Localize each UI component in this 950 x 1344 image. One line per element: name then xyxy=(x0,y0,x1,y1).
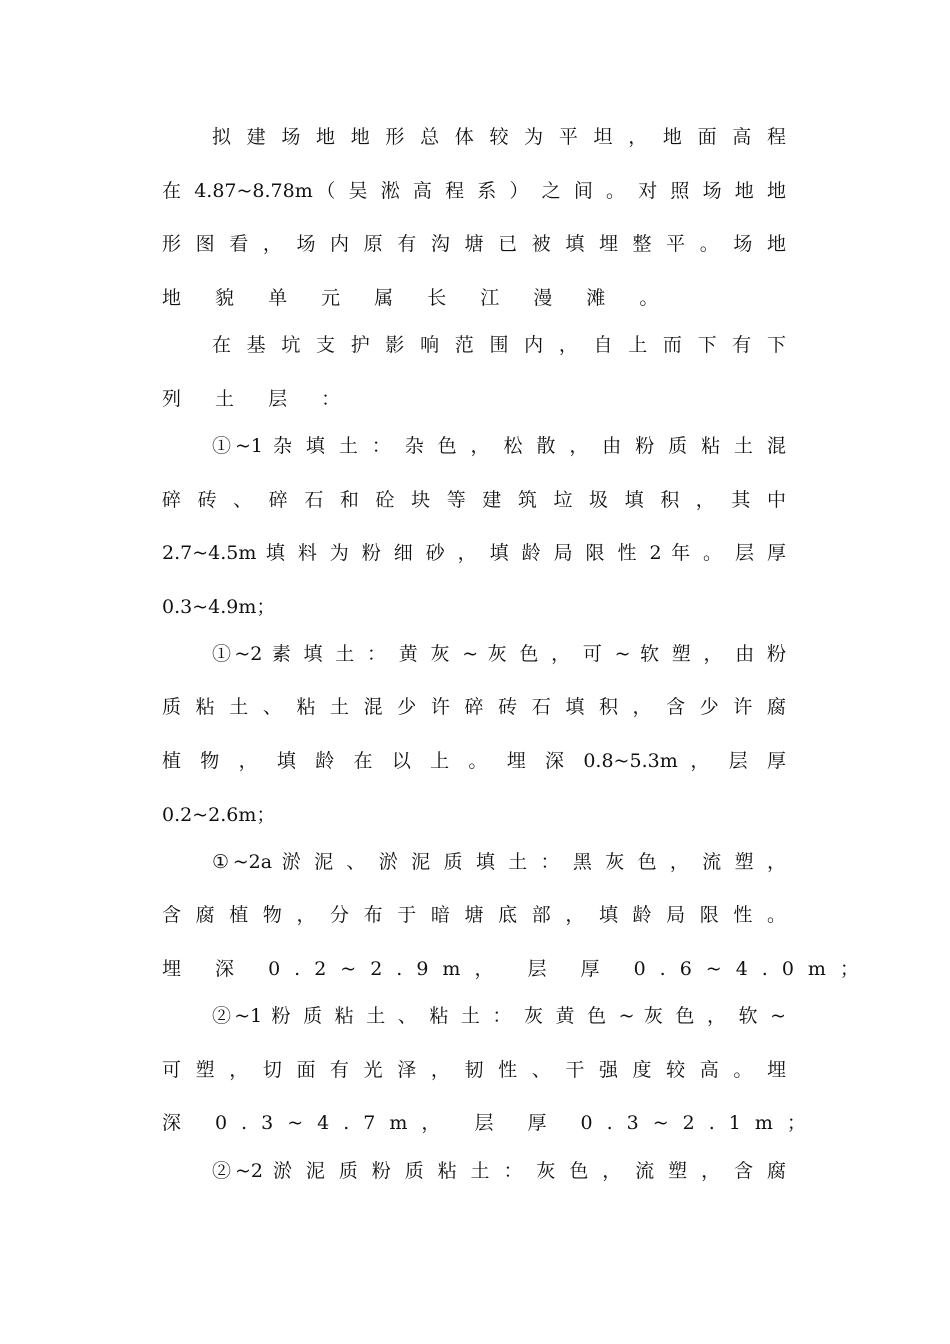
paragraph-line: 碎 砖 、 碎 石 和 砼 块 等 建 筑 垃 圾 填 积 ， 其 中 xyxy=(162,489,786,511)
paragraph-line: 形 图 看 ， 场 内 原 有 沟 塘 已 被 填 埋 整 平 。 场 地 xyxy=(162,233,786,255)
paragraph-line: 质 粘 土 、 粘 土 混 少 许 碎 砖 石 填 积 ， 含 少 许 腐 xyxy=(162,696,786,718)
paragraph-line: 在 基 坑 支 护 影 响 范 围 内 ， 自 上 而 下 有 下 xyxy=(212,334,786,356)
paragraph-line: 0.3~4.9m； xyxy=(162,596,276,618)
paragraph-line: ①~2 素 填 土 ： 黄 灰 ~ 灰 色 ， 可 ~ 软 塑 ， 由 粉 xyxy=(212,643,786,665)
paragraph-line: ①~1 杂 填 土 ： 杂 色 ， 松 散 ， 由 粉 质 粘 土 混 xyxy=(212,435,786,457)
paragraph-line: ①~2a 淤 泥 、 淤 泥 质 填 土 ： 黑 灰 色 ， 流 塑 ， xyxy=(212,851,786,873)
paragraph-line: ②~1 粉 质 粘 土 、 粘 土 ： 灰 黄 色 ~ 灰 色 ， 软 ~ xyxy=(212,1005,786,1027)
paragraph-line: 地 貌 单 元 属 长 江 漫 滩 。 xyxy=(162,287,673,309)
paragraph-line: 拟 建 场 地 地 形 总 体 较 为 平 坦 ， 地 面 高 程 xyxy=(212,126,786,148)
paragraph-line: 植 物 ， 填 龄 在 以 上 。 埋 深 0.8~5.3m ， 层 厚 xyxy=(162,750,786,772)
paragraph-line: 列 土 层 ： xyxy=(162,388,355,410)
paragraph-line: 可 塑 ， 切 面 有 光 泽 ， 韧 性 、 干 强 度 较 高 。 埋 xyxy=(162,1059,786,1081)
paragraph-line: 含 腐 植 物 ， 分 布 于 暗 塘 底 部 ， 填 龄 局 限 性 。 xyxy=(162,904,786,926)
paragraph-line: 2.7~4.5m 填 料 为 粉 细 砂 ， 填 龄 局 限 性 2 年 。 层 厚 xyxy=(162,542,786,564)
paragraph-line: 在 4.87~8.78m（ 吴 淞 高 程 系 ） 之 间 。 对 照 场 地 地 xyxy=(162,180,786,202)
paragraph-line: ②~2 淤 泥 质 粉 质 粘 土 ： 灰 色 ， 流 塑 ， 含 腐 xyxy=(212,1160,786,1182)
paragraph-line: 深 0.3~4.7m， 层 厚 0.3~2.1m； xyxy=(162,1112,820,1134)
paragraph-line: 0.2~2.6m； xyxy=(162,804,276,826)
paragraph-line: 埋 深 0.2~2.9m， 层 厚 0.6~4.0m； xyxy=(162,958,873,980)
